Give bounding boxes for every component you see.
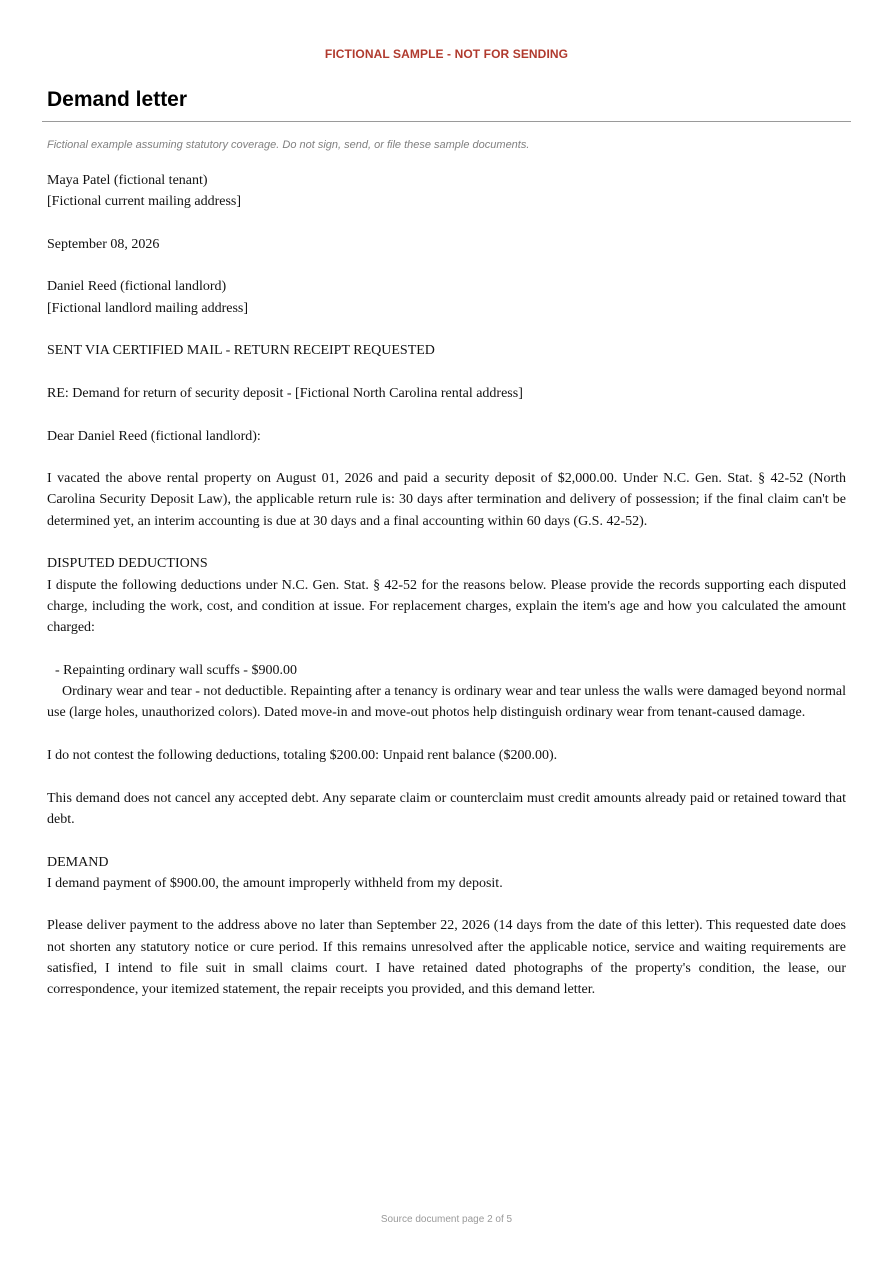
disputed-section [47,553,846,638]
demand-text: I demand payment of $900.00, the amount improperly withheld from my deposit. [47,875,503,891]
sender-address: [Fictional current mailing address] [47,194,241,210]
title-divider [42,121,851,122]
recipient-block [47,276,846,319]
intro-paragraph: I vacated the above rental property on August 01, 2026 and paid a security deposit of $2,000.00. Under N.C. Gen. Stat. § 42-52 (North Carolina Security Deposit Law), the applicable return rule is: 30 days after termination and delivery of possession; if the final claim can't be determined yet, an interim accounting is due at 30 days and a final accounting within 60 days (G.S. 42-52). [47,471,846,529]
recipient-address: [Fictional landlord mailing address] [47,300,249,316]
page-footer: Source document page 2 of 5 [380,1214,513,1225]
disputed-item [47,660,846,724]
letter-date: September 08, 2026 [47,236,160,252]
disputed-heading: DISPUTED DEDUCTIONS [47,556,208,572]
disclaimer-note: Fictional example assuming statutory coverage. Do not sign, send, or file these sample documents. [47,139,530,151]
recipient-name: Daniel Reed (fictional landlord) [47,279,227,295]
letter-body [47,170,846,1022]
sender-name: Maya Patel (fictional tenant) [47,173,208,188]
delivery-method: SENT VIA CERTIFIED MAIL - RETURN RECEIPT REQUESTED [47,343,435,359]
debt-paragraph: This demand does not cancel any accepted debt. Any separate claim or counterclaim must credit amounts already paid or retained toward that debt. [47,790,846,827]
disputed-text: I dispute the following deductions under N.C. Gen. Stat. § 42-52 for the reasons below. Please provide the records supporting each disputed charge, including the work, cost, and condition at issue. For replacement charges, explain the item's age and how you calculated the amount charged: [47,577,846,636]
disputed-item-label: - Repainting ordinary wall scuffs - $900.00 [55,662,297,678]
salutation: Dear Daniel Reed (fictional landlord): [47,428,261,444]
disputed-item-reason: Ordinary wear and tear - not deductible. Repainting after a tenancy is ordinary wear and tear unless the walls were damaged beyond normal use (large holes, unauthorized colors). Dated move-in and move-out photos help distinguish ordinary wear from tenant-caused damage. [47,684,846,721]
sender-block [47,170,846,213]
demand-section [47,852,846,895]
subject-line: RE: Demand for return of security deposit - [Fictional North Carolina rental address] [47,385,523,401]
sample-banner: FICTIONAL SAMPLE - NOT FOR SENDING [324,47,569,61]
closing-paragraph: Please deliver payment to the address above no later than September 22, 2026 (14 days from the date of this letter). This requested date does not shorten any statutory notice or cure period. If this remains unresolved after the applicable notice, service and waiting requirements are satisfied, I intend to file suit in small claims court. I have retained dated photographs of the property's condition, the lease, our correspondence, your itemized statement, the repair receipts you provided, and this demand letter. [47,918,846,998]
page-title: Demand letter [47,88,188,111]
uncontested-paragraph: I do not contest the following deductions, totaling $200.00: Unpaid rent balance ($200.00). [47,748,558,764]
demand-heading: DEMAND [47,854,109,870]
